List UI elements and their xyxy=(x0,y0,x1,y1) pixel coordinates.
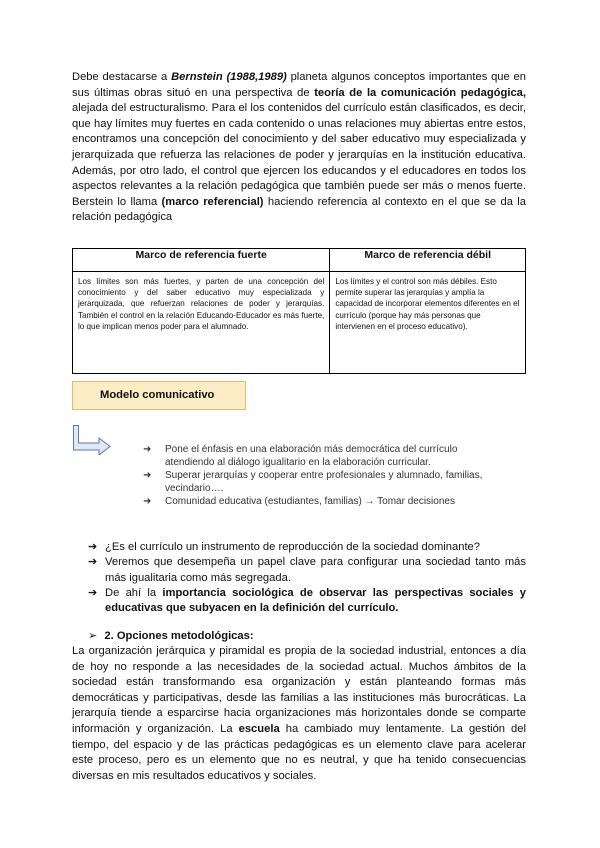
list-item-text: Pone el énfasis en una elaboración más democrática del currículo atendiendo al diálogo igualitario en la elaboración curricular. xyxy=(165,444,458,468)
list-item-text: Superar jerarquías y cooperar entre profesionales y alumnado, familias, vecindario…. xyxy=(165,470,483,494)
arrow-icon: ➜ xyxy=(143,470,152,482)
list-item xyxy=(88,586,526,617)
list-item xyxy=(143,444,483,469)
intro-text-1: Debe destacarse a xyxy=(72,71,172,83)
marco-term: (marco referencial) xyxy=(161,195,264,208)
intro-text-4: haciendo referencia al contexto en el que se da la relación pedagógica xyxy=(72,195,527,224)
arrow-icon: ➜ xyxy=(143,444,152,455)
section-heading xyxy=(88,629,254,642)
intro-paragraph xyxy=(72,70,526,226)
list-item-text: ¿Es el currículo un instrumento de reproducción de la sociedad dominante? xyxy=(105,541,480,553)
model-title: Modelo comunicativo xyxy=(100,389,215,401)
methods-paragraph xyxy=(72,644,526,784)
list-item-text: Veremos que desempeña un papel clave para configurar una sociedad tanto más más igualitaria como más segregada. xyxy=(105,556,526,584)
arrowhead-icon: ➢ xyxy=(88,630,98,642)
list-item-bold-text: importancia sociológica de observar las perspectivas sociales y educativas que subyacen en la definición del currículo. xyxy=(105,586,526,615)
list-item-text: De ahí la xyxy=(105,586,163,599)
section-heading-text: 2. Opciones metodológicas: xyxy=(104,630,254,642)
list-item-text: Comunidad educativa (estudiantes, familias) → Tomar decisiones xyxy=(165,496,455,508)
arrow-icon: ➔ xyxy=(88,586,98,599)
methods-text-2: ha cambiado muy lentamente. La gestión del tiempo, del espacio y de las prácticas pedagógicas es un elemento clave para acelerar este proceso, pero es un elemento que no es neutral, y que ha tenido consecuencias diversas en mis resultados educativos y sociales. xyxy=(72,722,526,782)
list-item xyxy=(88,540,526,555)
table-header: Marco de referencia débil xyxy=(330,249,526,272)
arrow-icon: ➔ xyxy=(88,556,98,569)
table-header: Marco de referencia fuerte xyxy=(73,249,330,272)
list-item xyxy=(88,555,526,586)
intro-text-2: planeta algunos conceptos importantes que en sus últimas obras situó en una perspectiva de xyxy=(72,71,526,99)
theory-term: teoría de la comunicación pedagógica, xyxy=(314,86,527,99)
comparison-table xyxy=(72,248,526,374)
table-cell: Los límites son más fuertes, y parten de una concepción del conocimiento y del saber educativo muy especializada y jerarquizada, que refuerzan relaciones de poder y jerarquías. También el control en la relación Educando-Educador es más fuerte, lo que implican menos poder para el alumnado. xyxy=(73,272,330,374)
arrow-icon: ➔ xyxy=(88,541,98,553)
model-title-box xyxy=(72,381,246,410)
arrow-icon: ➜ xyxy=(143,496,152,508)
intro-text-3: alejada del estructuralismo. Para el los contenidos del currículo están clasificados, es decir, que hay límites muy fuertes en cada contenido o unas relaciones muy abiertas entre estos, encontramos una concepción del conocimiento y del saber educativo muy especializada y jerarquizada que refuerza las relaciones de poder y jerarquías en la institución educativa. Además, por otro lado, el control que ejercen los educandos y el educadores en todos los aspectos relevantes a la relación pedagógica que también puede ser más o menos fuerte. Berstein lo llama xyxy=(72,102,526,208)
escuela-term: escuela xyxy=(238,722,280,735)
question-list xyxy=(88,540,526,616)
methods-text-1: La organización jerárquica y piramidal es propia de la sociedad industrial, entonces a día de hoy no responde a las necesidades de la sociedad actual. Muchos ámbitos de la sociedad están transformando esa organización y están planteando formas más democráticas y participativas, desde las familias a las instituciones más burocráticas. La jerarquía tiende a esparcirse hacia organizaciones más horizontales donde se comparte información y organización. La xyxy=(72,645,526,735)
table-cell: Los límites y el control son más débiles. Esto permite superar las jerarquías y amplía la capacidad de incorporar elementos diferentes en el currículo (porque hay más personas que intervienen en el proceso educativo). xyxy=(330,272,526,374)
model-list xyxy=(143,444,483,510)
list-item xyxy=(143,470,483,495)
author-citation: Bernstein (1988,1989) xyxy=(171,71,287,83)
list-item xyxy=(143,496,483,509)
bent-arrow-icon xyxy=(72,424,112,455)
